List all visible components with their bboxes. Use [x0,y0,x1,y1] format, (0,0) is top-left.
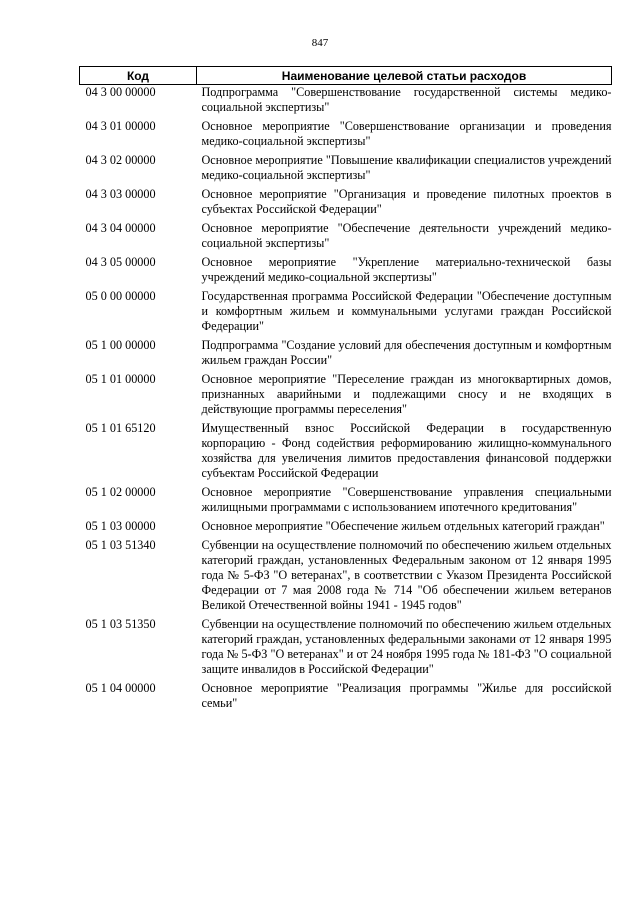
name-cell: Основное мероприятие "Переселение граждан из многоквартирных домов, признанных аварийными и подлежащими сносу и не входящих в действующие программы переселения" [201,372,612,416]
table-row [80,681,612,715]
name-cell: Основное мероприятие "Обеспечение жильем отдельных категорий граждан" [201,519,605,533]
table-row [80,338,612,372]
table-row [80,421,612,485]
code-cell: 04 3 03 00000 [85,187,156,201]
code-cell: 05 1 03 51350 [85,617,156,631]
name-cell: Основное мероприятие "Совершенствование управления специальными жилищными программами с использованием ипотечного кредитования" [201,485,612,514]
table-row [80,187,612,221]
name-cell: Субвенции на осуществление полномочий по обеспечению жильем отдельных категорий граждан, установленных Федеральным законом от 12 января 1995 года № 5-ФЗ "О ветеранах", в соответствии с Указом Президента Российской Федерации от 7 мая 2008 года № 714 "Об обеспечении жильем ветеранов Великой Отечественной войны 1941 - 1945 годов" [201,538,612,612]
table-row [80,153,612,187]
code-cell: 05 0 00 00000 [85,289,156,303]
name-cell: Основное мероприятие "Обеспечение деятельности учреждений медико-социальной экспертизы" [201,221,612,250]
code-cell: 05 1 04 00000 [85,681,156,695]
page-number: 847 [311,37,329,49]
code-cell: 05 1 03 51340 [85,538,156,552]
table-row [80,85,612,120]
name-cell: Подпрограмма "Совершенствование государственной системы медико-социальной экспертизы" [201,85,612,114]
table-row [80,221,612,255]
table-row [80,119,612,153]
name-cell: Государственная программа Российской Федерации "Обеспечение доступным и комфортным жильем и коммунальными услугами граждан Российской Федерации" [201,289,612,333]
budget-codes-table [79,66,612,715]
code-cell: 05 1 02 00000 [85,485,156,499]
name-cell: Основное мероприятие "Реализация программы "Жилье для российской семьи" [201,681,612,710]
name-column-header: Наименование целевой статьи расходов [197,67,612,85]
name-cell: Основное мероприятие "Укрепление материально-технической базы учреждений медико-социальной экспертизы" [201,255,612,284]
name-cell: Субвенции на осуществление полномочий по обеспечению жильем отдельных категорий граждан, установленных федеральными законами от 12 января 1995 года № 5-ФЗ "О ветеранах" и от 24 ноября 1995 года № 181-ФЗ "О социальной защите инвалидов в Российской Федерации" [201,617,612,676]
code-column-header: Код [80,67,197,85]
code-cell: 04 3 01 00000 [85,119,156,133]
table-row [80,519,612,538]
code-cell: 05 1 03 00000 [85,519,156,533]
code-cell: 05 1 01 00000 [85,372,156,386]
code-cell: 05 1 01 65120 [85,421,156,435]
table-body [80,85,612,716]
table-row [80,617,612,681]
name-cell: Основное мероприятие "Повышение квалификации специалистов учреждений медико-социальной экспертизы" [201,153,612,182]
table-header-row [80,67,612,85]
table-row [80,255,612,289]
table-row [80,372,612,421]
code-cell: 04 3 02 00000 [85,153,156,167]
table-row [80,538,612,617]
name-cell: Основное мероприятие "Организация и проведение пилотных проектов в субъектах Российской Федерации" [201,187,612,216]
code-cell: 05 1 00 00000 [85,338,156,352]
table-row [80,289,612,338]
table-row [80,485,612,519]
name-cell: Подпрограмма "Создание условий для обеспечения доступным и комфортным жильем граждан России" [201,338,612,367]
code-cell: 04 3 00 00000 [85,85,156,99]
code-cell: 04 3 04 00000 [85,221,156,235]
name-cell: Имущественный взнос Российской Федерации в государственную корпорацию - Фонд содействия реформированию жилищно-коммунального хозяйства для увеличения лимитов предоставления финансовой поддержки субъектам Российской Федерации [201,421,612,480]
name-cell: Основное мероприятие "Совершенствование организации и проведения медико-социальной экспертизы" [201,119,612,148]
code-cell: 04 3 05 00000 [85,255,156,269]
